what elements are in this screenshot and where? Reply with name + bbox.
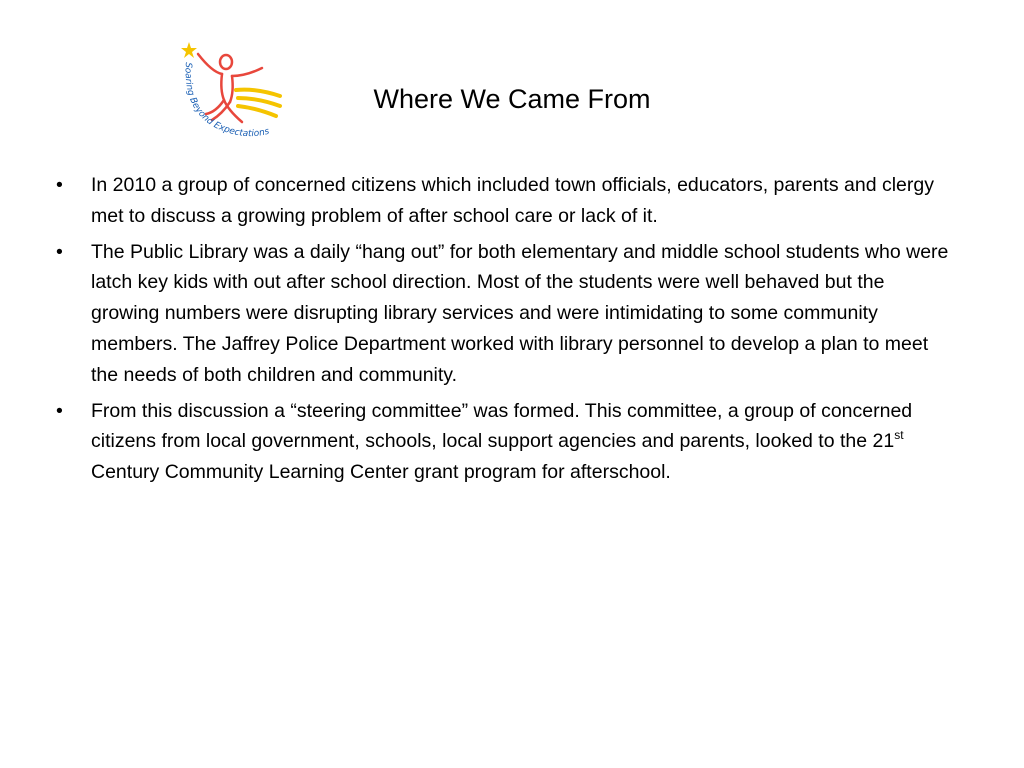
bullet-item [56,170,956,232]
slide-title: Where We Came From [373,84,651,114]
star-icon [181,42,197,58]
ordinal-superscript: st [894,427,904,442]
bullet-marker: • [56,240,63,263]
bullet-item [56,396,956,488]
bullet-list [56,170,956,493]
bullet-text [91,400,912,484]
bullet-text-part: Century Community Learning Center grant program for afterschool. [91,461,671,484]
logo-text: Soaring Beyond Expectations [182,61,271,140]
bullet-text: In 2010 a group of concerned citizens which included town officials, educators, parents and clergy met to discuss a growing problem of after school care or lack of it. [91,174,934,227]
bullet-text: The Public Library was a daily “hang out” for both elementary and middle school students who were latch key kids with out after school direction. Most of the students were well behaved but the growing numbers were disrupting library services and were intimidating to some community members. The Jaffrey Police Department worked with library personnel to develop a plan to meet the needs of both children and community. [91,240,949,386]
bullet-item [56,237,956,391]
bullet-text-part: From this discussion a “steering committee” was formed. This committee, a group of concerned citizens from local government, schools, local support agencies and parents, looked to the 21 [91,399,913,453]
bullet-marker: • [56,174,63,196]
bullet-marker: • [56,399,63,422]
